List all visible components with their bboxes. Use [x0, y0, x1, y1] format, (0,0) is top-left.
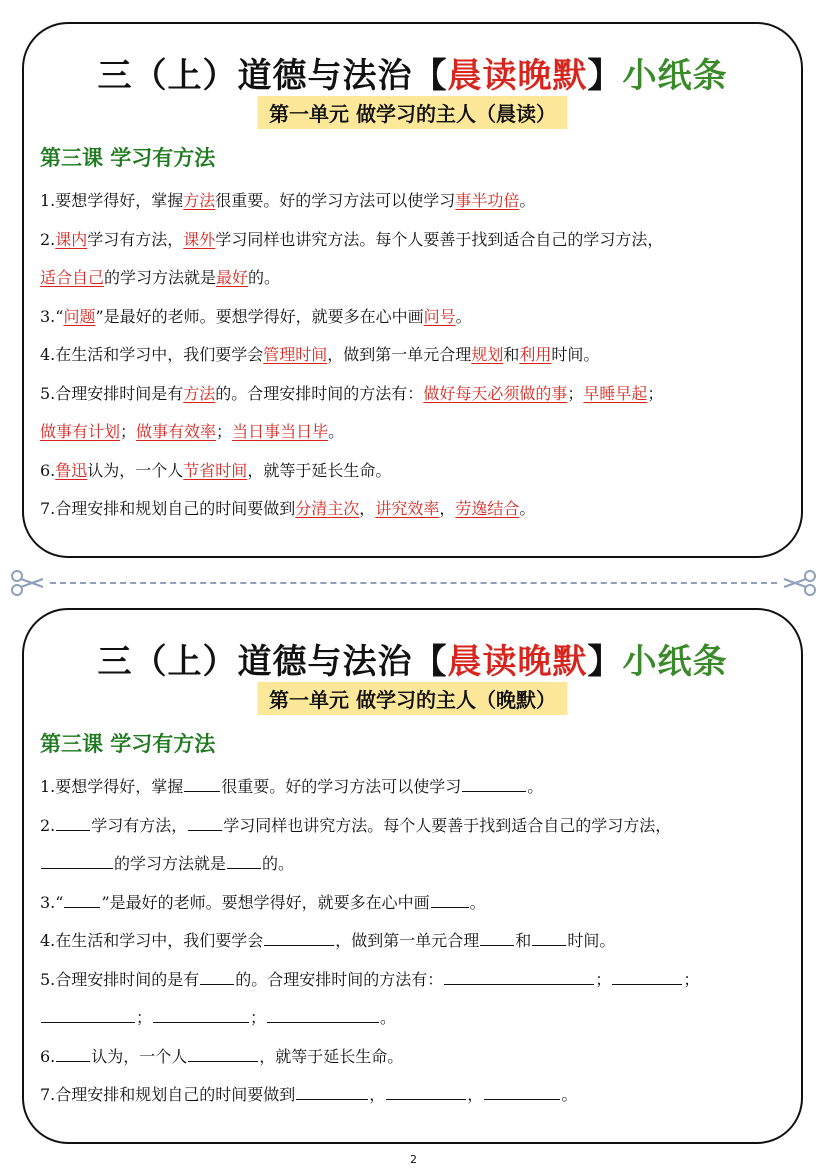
list-item: 7.合理安排和规划自己的时间要做到分清主次，讲究效率，劳逸结合。 — [40, 499, 536, 518]
evening-lesson-heading: 第三课 学习有方法 — [40, 732, 216, 756]
answer-blank[interactable] — [200, 970, 234, 985]
answer-blank[interactable] — [296, 1085, 368, 1100]
list-item: ； ； 。 — [40, 999, 787, 1038]
answer-blank[interactable] — [386, 1085, 466, 1100]
morning-unit-banner: 第一单元 做学习的主人（晨读） — [257, 96, 568, 129]
evening-item-list — [40, 768, 787, 1115]
answer-blank[interactable] — [480, 931, 514, 946]
list-item: 3.“问题”是最好的老师。要想学得好，就要多在心中画问号。 — [40, 306, 472, 326]
answer-blank[interactable] — [153, 1008, 249, 1023]
evening-unit-banner: 第一单元 做学习的主人（晚默） — [257, 682, 568, 715]
answer-blank[interactable] — [41, 854, 113, 869]
answer-blank[interactable] — [264, 931, 334, 946]
morning-card — [22, 22, 803, 558]
list-item: 7.合理安排和规划自己的时间要做到 ， ， 。 — [40, 1085, 578, 1104]
answer-blank[interactable] — [188, 1047, 258, 1062]
answer-blank[interactable] — [188, 816, 222, 831]
scissors-icon — [10, 568, 44, 598]
answer-blank[interactable] — [532, 931, 566, 946]
cut-line — [10, 566, 817, 600]
list-item: 2.课内学习有方法，课外学习同样也讲究方法。每个人要善于找到适合自己的学习方法， — [40, 229, 664, 249]
answer-blank[interactable] — [444, 970, 594, 985]
evening-title: 三（上）道德与法治【晨读晚默】小纸条 — [97, 642, 728, 682]
morning-title: 三（上）道德与法治【晨读晚默】小纸条 — [97, 56, 728, 96]
answer-blank[interactable] — [56, 1047, 90, 1062]
answer-blank[interactable] — [462, 777, 526, 792]
list-item: 的学习方法就是 的。 — [40, 845, 787, 884]
answer-blank[interactable] — [227, 854, 261, 869]
list-item: 5.合理安排时间的是有 的。合理安排时间的方法有： ； ； — [40, 969, 700, 989]
answer-blank[interactable] — [64, 893, 100, 908]
list-item: 3.“ ”是最好的老师。要想学得好，就要多在心中画 。 — [40, 892, 486, 912]
morning-item-list — [40, 182, 787, 529]
list-item: 1.要想学得好，掌握方法很重要。好的学习方法可以使学习事半功倍。 — [40, 191, 536, 210]
answer-blank[interactable] — [612, 970, 682, 985]
list-item: 适合自己的学习方法就是最好的。 — [40, 268, 281, 287]
evening-card — [22, 608, 803, 1144]
answer-blank[interactable] — [484, 1085, 560, 1100]
answer-blank[interactable] — [41, 1008, 135, 1023]
list-item: 2. 学习有方法， 学习同样也讲究方法。每个人要善于找到适合自己的学习方法， — [40, 815, 672, 835]
answer-blank[interactable] — [267, 1008, 379, 1023]
list-item: 5.合理安排时间是有方法的。合理安排时间的方法有：做好每天必须做的事；早睡早起； — [40, 383, 664, 403]
list-item: 6.鲁迅认为，一个人节省时间，就等于延长生命。 — [40, 460, 392, 480]
list-item: 做事有计划；做事有效率；当日事当日毕。 — [40, 422, 345, 441]
page-number: 2 — [410, 1153, 417, 1166]
list-item: 6. 认为，一个人 ，就等于延长生命。 — [40, 1046, 404, 1066]
dashed-cut-line — [50, 582, 777, 584]
answer-blank[interactable] — [184, 777, 220, 792]
answer-blank[interactable] — [431, 893, 469, 908]
list-item: 1.要想学得好，掌握 很重要。好的学习方法可以使学习 。 — [40, 777, 544, 796]
morning-lesson-heading: 第三课 学习有方法 — [40, 146, 216, 170]
list-item: 4.在生活和学习中，我们要学会管理时间，做到第一单元合理规划和利用时间。 — [40, 345, 600, 364]
answer-blank[interactable] — [56, 816, 90, 831]
scissors-icon — [783, 568, 817, 598]
list-item: 4.在生活和学习中，我们要学会 ，做到第一单元合理 和 时间。 — [40, 931, 616, 950]
